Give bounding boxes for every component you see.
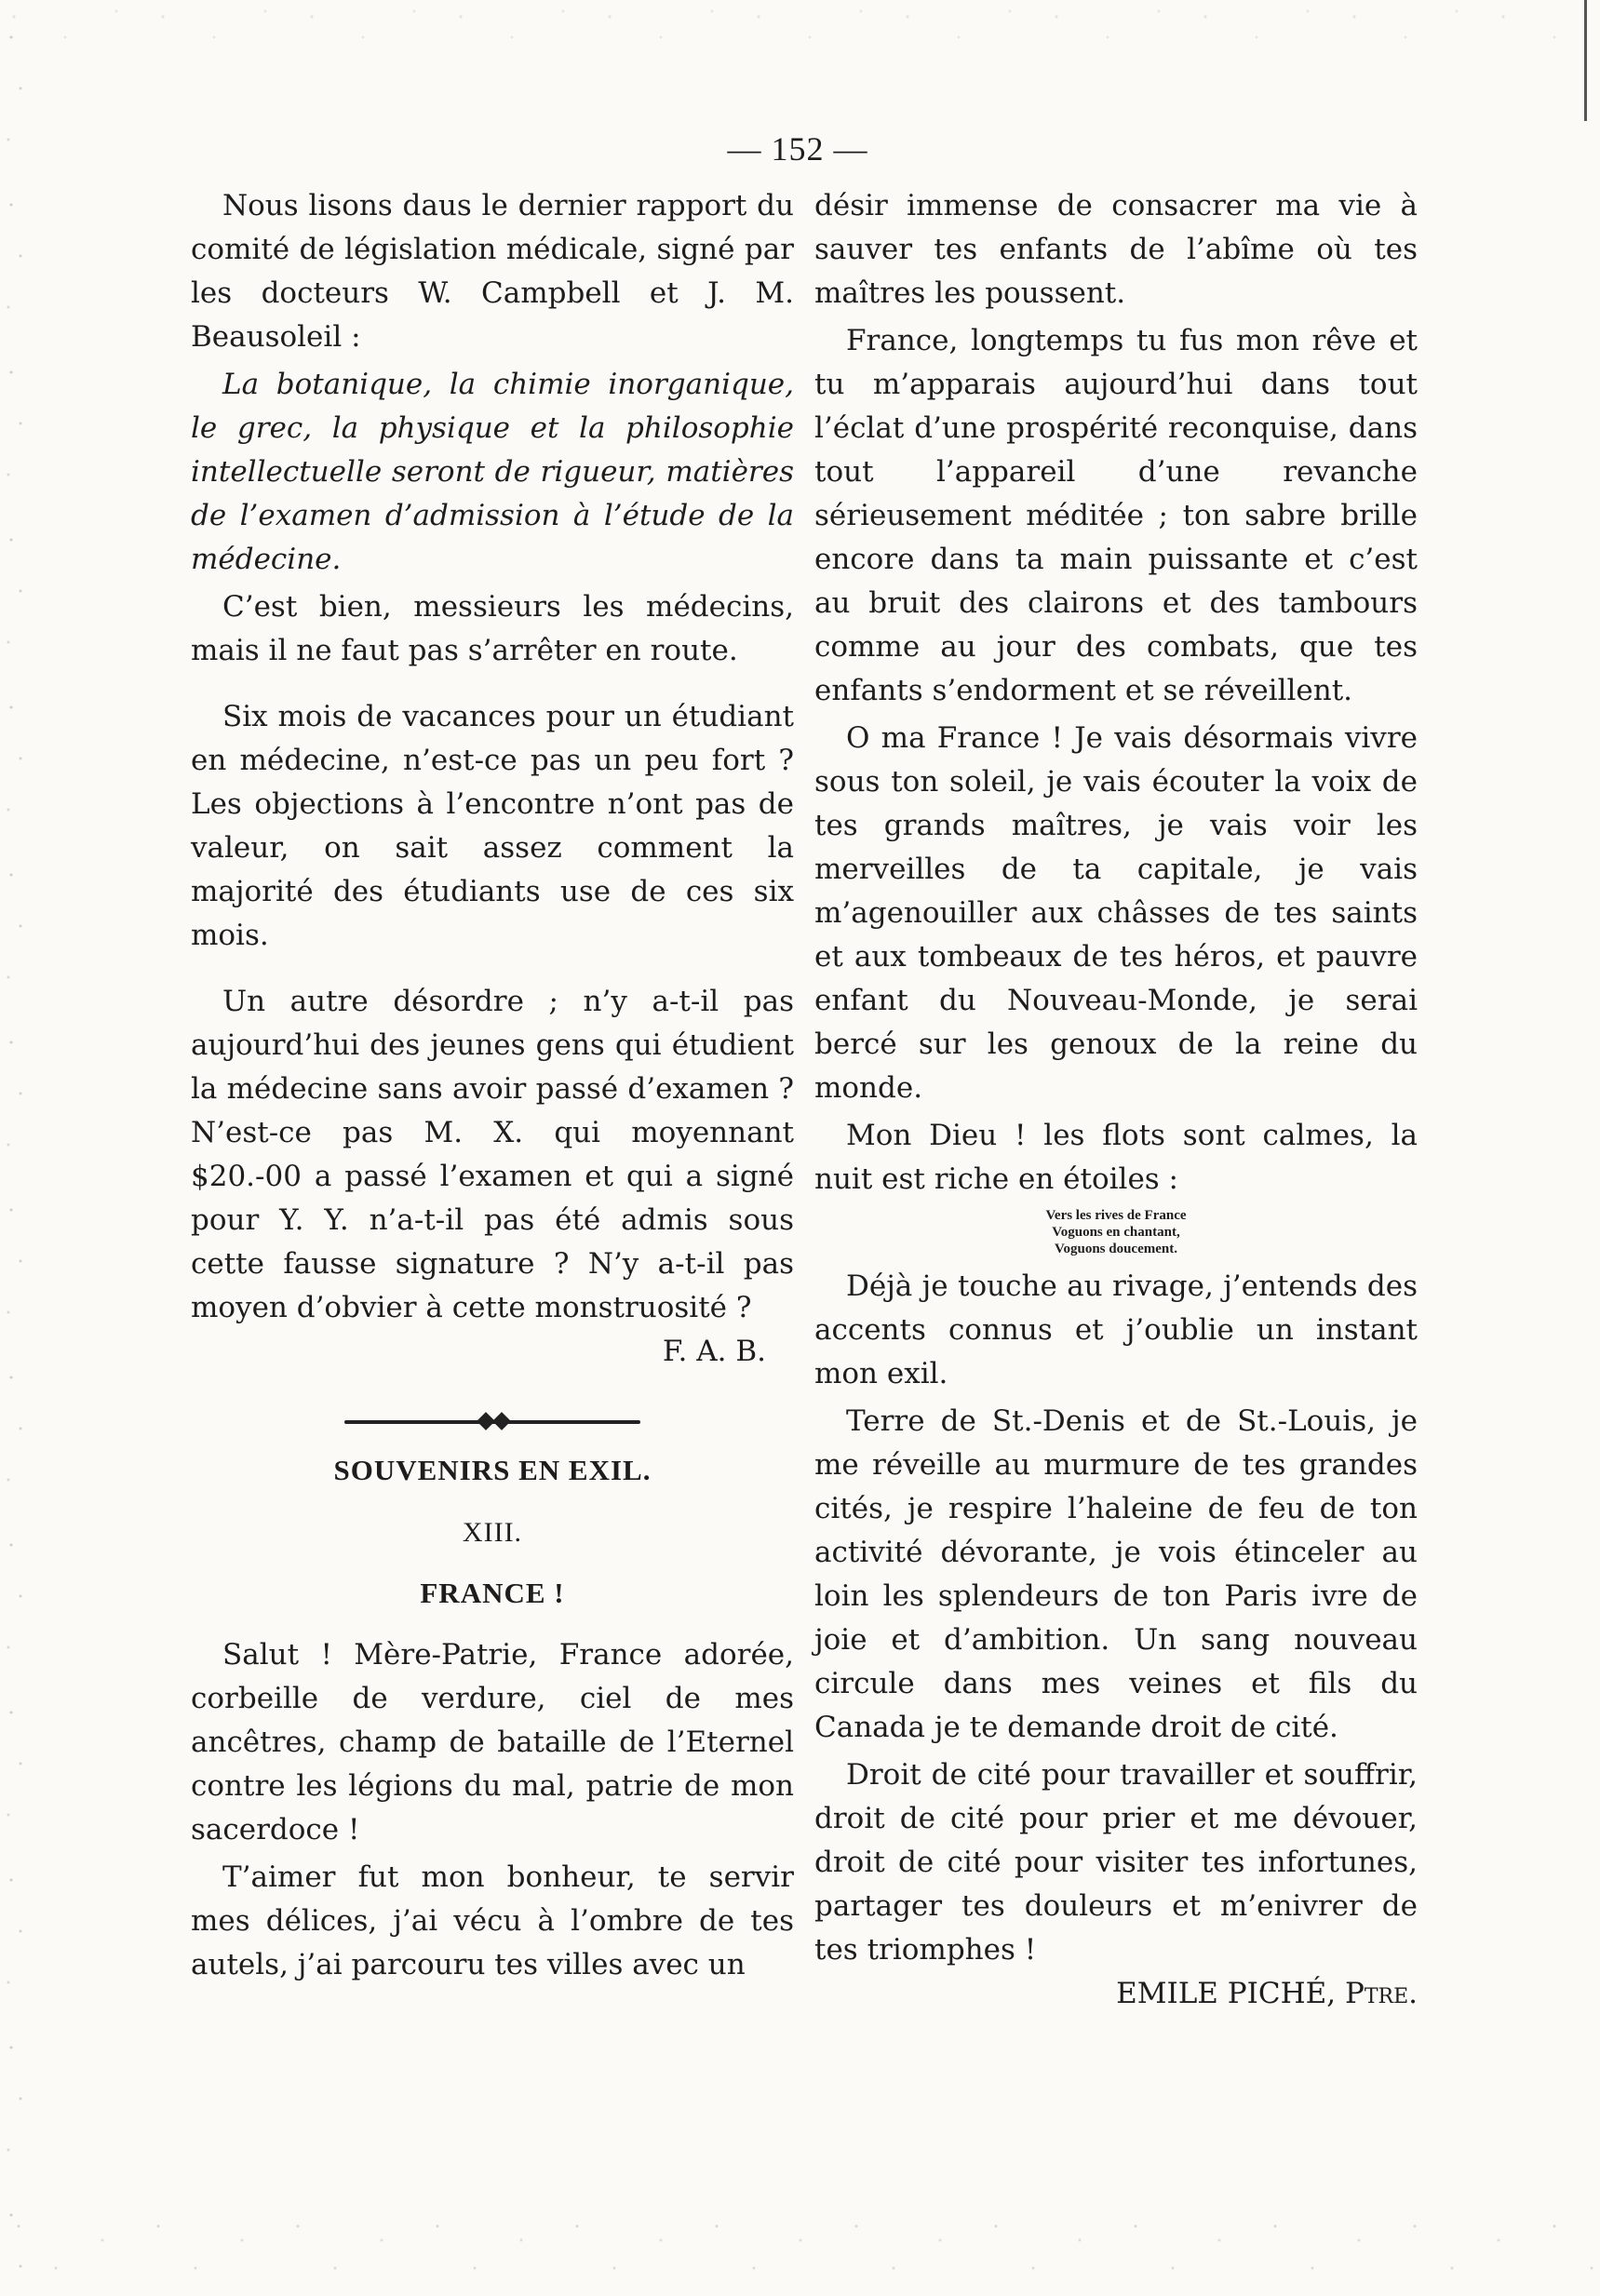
right-paragraph-6: Terre de St.-Denis et de St.-Louis, je me réveille au murmure de tes grandes cités, je respire l’haleine de feu de ton activité dévorante, je vois étinceler au loin les splendeurs de ton Paris ivre de joie et d’ambition. Un sang nouveau circule dans mes veines et fils du Canada je te demande droit de cité. [814, 1404, 1418, 1744]
left-paragraph-7: T’aimer fut mon bonheur, te servir mes délices, j’ai vécu à l’ombre de tes autels, j’ai parcouru tes villes avec un [191, 1860, 794, 1981]
left-paragraph-2: La botanique, la chimie inorganique, le grec, la physique et la philosophie intellectuelle seront de rigueur, matières de l’examen d’admission à l’étude de la médecine. [191, 368, 794, 576]
song-lines [814, 1207, 1418, 1257]
section-ornament [344, 1413, 640, 1431]
right-paragraph-7: Droit de cité pour travailler et souffrir, droit de cité pour prier et me dévouer, droit de cité pour visiter tes infortunes, partager tes douleurs et m’enivrer de tes triomphes ! [814, 1758, 1418, 1967]
right-text-column [814, 184, 1418, 2016]
song-line-1: Vers les rives de France [1045, 1208, 1187, 1223]
right-paragraph-2: France, longtemps tu fus mon rêve et tu m’apparais aujourd’hui dans tout l’éclat d’une prospérité reconquise, dans tout l’appareil d’une revanche sérieusement méditée ; ton sabre brille encore dans ta main puissante et c’est au bruit des clairons et des tambours comme au jour des combats, que tes enfants s’endorment et se réveillent. [814, 324, 1418, 707]
section-heading: FRANCE ! [420, 1577, 565, 1609]
top-margin-speckles [0, 0, 1600, 65]
ornament-diamond-right [492, 1412, 511, 1430]
section-title: SOUVENIRS EN EXIL. [333, 1454, 652, 1486]
page-number: — 152 — [727, 130, 868, 168]
right-paragraph-1: désir immense de consacrer ma vie à sauver tes enfants de l’abîme où tes maîtres les poussent. [814, 189, 1418, 310]
song-line-2: Voguons en chantant, [1052, 1225, 1180, 1240]
left-signature: F. A. B. [662, 1335, 766, 1368]
right-signature: EMILE PICHÉ, Ptre. [1116, 1977, 1418, 2010]
left-paragraph-1: Nous lisons daus le dernier rapport du comité de législation médicale, signé par les docteurs W. Campbell et J. M. Beausoleil : [191, 189, 794, 354]
right-edge-mark [1584, 0, 1587, 121]
left-paragraph-4: Six mois de vacances pour un étudiant en médecine, n’est-ce pas un peu fort ? Les objections à l’encontre n’ont pas de valeur, on sait assez comment la majorité des étudiants use de ces six mois. [191, 700, 794, 952]
right-paragraph-3: O ma France ! Je vais désormais vivre sous ton soleil, je vais écouter la voix de tes grands maîtres, je vais voir les merveilles de ta capitale, je vais m’agenouiller aux châsses de tes saints et aux tombeaux de tes héros, et pauvre enfant du Nouveau-Monde, je serai bercé sur les genoux de la reine du monde. [814, 721, 1418, 1105]
left-paragraph-3: C’est bien, messieurs les médecins, mais il ne faut pas s’arrêter en route. [191, 590, 794, 667]
left-paragraph-5: Un autre désordre ; n’y a-t-il pas aujourd’hui des jeunes gens qui étudient la médecine sans avoir passé d’examen ? N’est-ce pas M. X. qui moyennant $20.-00 a passé l’examen et qui a signé pour Y. Y. n’a-t-il pas été admis sous cette fausse signature ? N’y a-t-il pas moyen d’obvier à cette monstruosité ? [191, 985, 794, 1324]
left-text-column [191, 184, 794, 1987]
section-number: XIII. [462, 1517, 523, 1548]
song-line-3: Voguons doucement. [1055, 1242, 1177, 1256]
left-margin-speckles [0, 0, 34, 2296]
left-paragraph-6: Salut ! Mère-Patrie, France adorée, corbeille de verdure, ciel de mes ancêtres, champ de bataille de l’Eternel contre les légions du mal, patrie de mon sacerdoce ! [191, 1638, 794, 1846]
right-paragraph-5: Déjà je touche au rivage, j’entends des accents connus et j’oublie un instant mon exil. [814, 1269, 1418, 1390]
bottom-margin-speckles [0, 2208, 1600, 2296]
right-paragraph-4: Mon Dieu ! les flots sont calmes, la nuit est riche en étoiles : [814, 1119, 1418, 1196]
